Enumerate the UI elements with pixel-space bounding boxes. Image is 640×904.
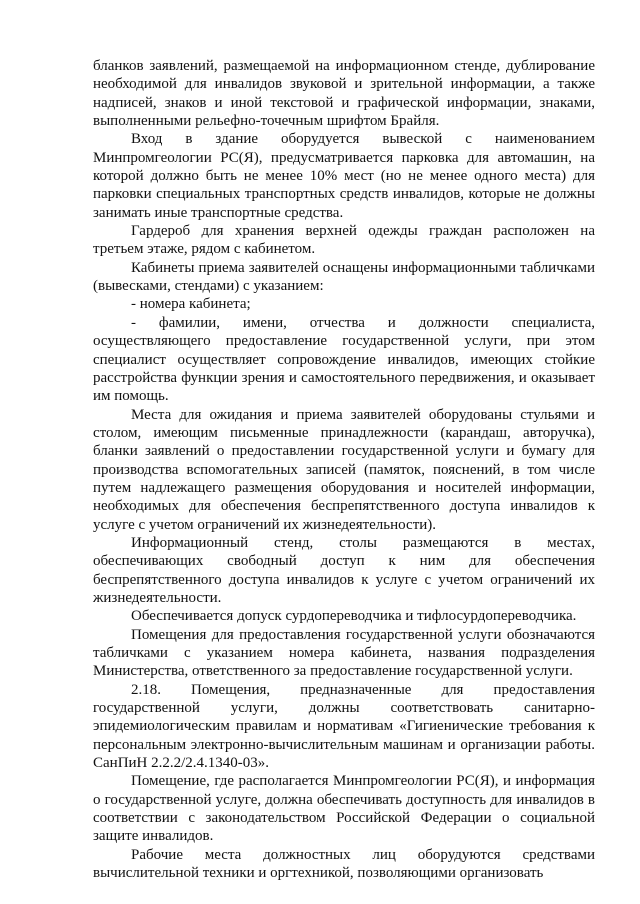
paragraph-wardrobe: Гардероб для хранения верхней одежды граждан расположен на третьем этаже, рядом с кабинетом. xyxy=(93,223,595,258)
paragraph-section-2-18: 2.18. Помещения, предназначенные для предоставления государственной услуги, должны соответствовать санитарно-эпидемиологическим правилам и нормативам «Гигиенические требования к персональным электронно-вычислительным машинам и организации работы. СанПиН 2.2.2/2.4.1340-03». xyxy=(93,681,595,772)
list-item-specialist-name: - фамилии, имени, отчества и должности специалиста, осуществляющего предоставление государственной услуги, при этом специалист осуществляет сопровождение инвалидов, имеющих стойкие расстройства функции зрения и самостоятельного передвижения, и оказывает им помощь. xyxy=(93,314,595,405)
paragraph-workplaces: Рабочие места должностных лиц оборудуются средствами вычислительной техники и оргтехникой, позволяющими организовать xyxy=(93,846,595,882)
paragraph-accessibility: Помещение, где располагается Минпромгеологии РС(Я), и информация о государственной услуге, должна обеспечивать доступность для инвалидов в соответствии с законодательством Российской Федерации о социальной защите инвалидов. xyxy=(93,773,595,845)
paragraph-entrance-parking: Вход в здание оборудуется вывеской с наименованием Минпромгеологии РС(Я), предусматривается парковка для автомашин, на которой должно быть не менее 10% мест (но не менее одного места) для парковки специальных транспортных средств инвалидов, которые не должны занимать иные транспортные средства. xyxy=(93,131,595,221)
paragraph-waiting-area: Места для ожидания и приема заявителей оборудованы стульями и столом, имеющим письменные принадлежности (карандаш, авторучка), бланки заявлений о предоставлении государственной услуги и бумагу для производства вспомогательных записей (памяток, пояснений, в том числе путем надлежащего размещения оборудования и носителей информации, необходимых для обеспечения беспрепятственного доступа инвалидов к услуге с учетом ограничений их жизнедеятельности). xyxy=(93,406,595,533)
paragraph-room-signs: Помещения для предоставления государственной услуги обозначаются табличками с указанием номера кабинета, названия подразделения Министерства, ответственного за предоставление государственной услуги. xyxy=(93,626,595,680)
paragraph-braille-info: бланков заявлений, размещаемой на информационном стенде, дублирование необходимой для инвалидов звуковой и зрительной информации, а также надписей, знаков и иной текстовой и графической информации, знаками, выполненными рельефно-точечным шрифтом Брайля. xyxy=(93,58,595,130)
paragraph-info-stand: Информационный стенд, столы размещаются в местах, обеспечивающих свободный доступ к ним для обеспечения беспрепятственного доступа инвалидов к услуге с учетом ограничений их жизнедеятельности. xyxy=(93,534,595,606)
list-item-room-number: - номера кабинета; xyxy=(131,296,251,313)
paragraph-sign-interpreter: Обеспечивается допуск сурдопереводчика и тифлосурдопереводчика. xyxy=(131,608,577,625)
paragraph-offices-signs: Кабинеты приема заявителей оснащены информационными табличками (вывесками, стендами) с указанием: xyxy=(93,259,595,295)
